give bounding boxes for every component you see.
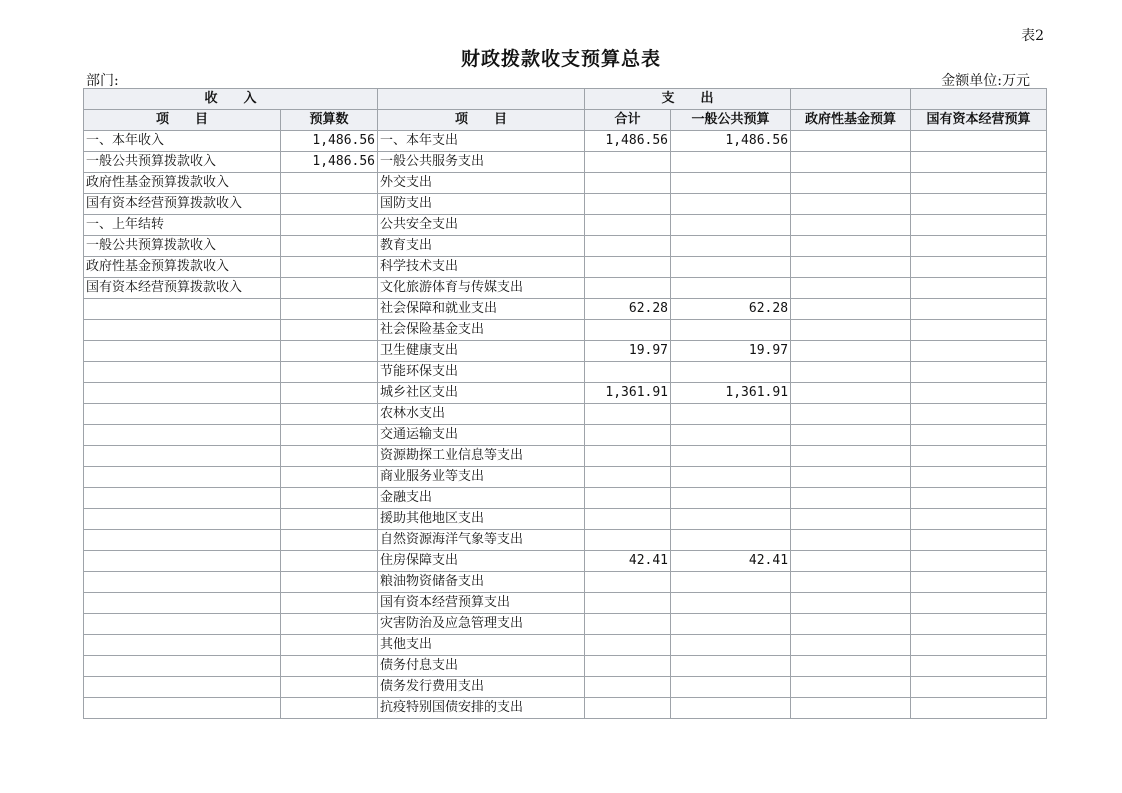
- expense-state-capital-cell: [911, 257, 1047, 278]
- expense-total-cell: 19.97: [585, 341, 671, 362]
- expense-gov-fund-cell: [791, 131, 911, 152]
- income-amount-cell: [281, 194, 378, 215]
- expense-gov-fund-cell: [791, 320, 911, 341]
- income-amount-cell: [281, 530, 378, 551]
- income-item-cell: [84, 320, 281, 341]
- expense-general-cell: [671, 698, 791, 719]
- expense-total-cell: [585, 467, 671, 488]
- expense-state-capital-cell: [911, 215, 1047, 236]
- expense-general-cell: [671, 446, 791, 467]
- table-row: [84, 194, 1047, 215]
- expense-total-cell: [585, 278, 671, 299]
- header-spacer: [378, 89, 585, 110]
- expense-general-cell: [671, 677, 791, 698]
- income-amount-cell: [281, 236, 378, 257]
- expense-general-cell: 1,486.56: [671, 131, 791, 152]
- income-item-cell: [84, 383, 281, 404]
- expense-total-cell: [585, 614, 671, 635]
- expense-state-capital-cell: [911, 656, 1047, 677]
- expense-total-cell: [585, 530, 671, 551]
- expense-gov-fund-cell: [791, 383, 911, 404]
- header-spacer: [911, 89, 1047, 110]
- expense-item-cell: 农林水支出: [378, 404, 585, 425]
- table-row: [84, 509, 1047, 530]
- expense-state-capital-cell: [911, 383, 1047, 404]
- income-item-cell: [84, 488, 281, 509]
- expense-item-cell: 资源勘探工业信息等支出: [378, 446, 585, 467]
- income-amount-cell: [281, 320, 378, 341]
- expense-gov-fund-header: 政府性基金预算: [791, 110, 911, 131]
- table-row: [84, 215, 1047, 236]
- expense-total-cell: 1,486.56: [585, 131, 671, 152]
- income-item-cell: [84, 467, 281, 488]
- expense-state-capital-header: 国有资本经营预算: [911, 110, 1047, 131]
- income-amount-cell: [281, 614, 378, 635]
- income-amount-cell: [281, 173, 378, 194]
- expense-item-cell: 外交支出: [378, 173, 585, 194]
- table-number: 表2: [1021, 28, 1044, 44]
- income-amount-cell: [281, 698, 378, 719]
- expense-total-header: 合计: [585, 110, 671, 131]
- income-item-cell: [84, 572, 281, 593]
- expense-item-cell: 粮油物资储备支出: [378, 572, 585, 593]
- expense-general-cell: [671, 173, 791, 194]
- expense-total-cell: [585, 236, 671, 257]
- expense-gov-fund-cell: [791, 257, 911, 278]
- income-item-cell: 一般公共预算拨款收入: [84, 236, 281, 257]
- expense-state-capital-cell: [911, 530, 1047, 551]
- expense-general-cell: [671, 257, 791, 278]
- expense-item-cell: 公共安全支出: [378, 215, 585, 236]
- expense-gov-fund-cell: [791, 530, 911, 551]
- expense-general-header: 一般公共预算: [671, 110, 791, 131]
- expense-state-capital-cell: [911, 173, 1047, 194]
- expense-general-cell: 42.41: [671, 551, 791, 572]
- expense-total-cell: [585, 152, 671, 173]
- income-amount-cell: [281, 509, 378, 530]
- expense-gov-fund-cell: [791, 572, 911, 593]
- expense-item-cell: 社会保险基金支出: [378, 320, 585, 341]
- table-row: [84, 467, 1047, 488]
- income-item-cell: 国有资本经营预算拨款收入: [84, 194, 281, 215]
- expense-state-capital-cell: [911, 425, 1047, 446]
- table-row: [84, 236, 1047, 257]
- expense-general-cell: [671, 320, 791, 341]
- expense-gov-fund-cell: [791, 656, 911, 677]
- table-row: [84, 299, 1047, 320]
- income-amount-cell: [281, 404, 378, 425]
- expense-gov-fund-cell: [791, 173, 911, 194]
- expense-total-cell: [585, 593, 671, 614]
- expense-general-cell: 62.28: [671, 299, 791, 320]
- expense-total-cell: [585, 425, 671, 446]
- expense-total-cell: [585, 509, 671, 530]
- expense-item-cell: 国防支出: [378, 194, 585, 215]
- income-amount-cell: [281, 551, 378, 572]
- expense-gov-fund-cell: [791, 194, 911, 215]
- amount-unit-label: 金额单位:万元: [941, 73, 1030, 89]
- expense-item-cell: 交通运输支出: [378, 425, 585, 446]
- expense-total-cell: [585, 362, 671, 383]
- expense-item-cell: 卫生健康支出: [378, 341, 585, 362]
- expense-item-cell: 金融支出: [378, 488, 585, 509]
- table-row: [84, 341, 1047, 362]
- income-group-header: 收 入: [84, 89, 378, 110]
- income-amount-cell: [281, 656, 378, 677]
- expense-state-capital-cell: [911, 572, 1047, 593]
- expense-total-cell: [585, 698, 671, 719]
- income-amount-cell: [281, 278, 378, 299]
- expense-item-cell: 社会保障和就业支出: [378, 299, 585, 320]
- expense-group-header: 支 出: [585, 89, 791, 110]
- expense-item-cell: 自然资源海洋气象等支出: [378, 530, 585, 551]
- income-item-cell: [84, 446, 281, 467]
- expense-item-cell: 节能环保支出: [378, 362, 585, 383]
- income-item-cell: [84, 425, 281, 446]
- expense-gov-fund-cell: [791, 278, 911, 299]
- expense-general-cell: 1,361.91: [671, 383, 791, 404]
- income-item-cell: 一、本年收入: [84, 131, 281, 152]
- income-item-cell: [84, 656, 281, 677]
- expense-total-cell: [585, 677, 671, 698]
- expense-item-cell: 文化旅游体育与传媒支出: [378, 278, 585, 299]
- expense-state-capital-cell: [911, 509, 1047, 530]
- income-item-cell: [84, 530, 281, 551]
- income-item-cell: [84, 551, 281, 572]
- income-amount-cell: [281, 299, 378, 320]
- income-item-cell: [84, 635, 281, 656]
- income-amount-cell: [281, 215, 378, 236]
- expense-state-capital-cell: [911, 194, 1047, 215]
- expense-item-cell: 住房保障支出: [378, 551, 585, 572]
- expense-state-capital-cell: [911, 320, 1047, 341]
- table-row: [84, 677, 1047, 698]
- expense-general-cell: [671, 215, 791, 236]
- expense-state-capital-cell: [911, 404, 1047, 425]
- income-item-cell: 政府性基金预算拨款收入: [84, 173, 281, 194]
- expense-total-cell: 1,361.91: [585, 383, 671, 404]
- table-row: [84, 320, 1047, 341]
- income-item-cell: 国有资本经营预算拨款收入: [84, 278, 281, 299]
- expense-total-cell: [585, 488, 671, 509]
- table-row: [84, 425, 1047, 446]
- expense-general-cell: 19.97: [671, 341, 791, 362]
- expense-state-capital-cell: [911, 467, 1047, 488]
- income-item-cell: [84, 677, 281, 698]
- expense-item-cell: 抗疫特别国债安排的支出: [378, 698, 585, 719]
- table-row: [84, 383, 1047, 404]
- income-amount-cell: [281, 257, 378, 278]
- expense-general-cell: [671, 530, 791, 551]
- expense-general-cell: [671, 194, 791, 215]
- income-item-cell: [84, 614, 281, 635]
- expense-state-capital-cell: [911, 593, 1047, 614]
- income-item-cell: 一般公共预算拨款收入: [84, 152, 281, 173]
- expense-total-cell: [585, 173, 671, 194]
- expense-item-cell: 科学技术支出: [378, 257, 585, 278]
- income-item-cell: 政府性基金预算拨款收入: [84, 257, 281, 278]
- expense-item-cell: 城乡社区支出: [378, 383, 585, 404]
- expense-total-cell: [585, 215, 671, 236]
- expense-general-cell: [671, 404, 791, 425]
- table-row: [84, 446, 1047, 467]
- income-amount-cell: [281, 467, 378, 488]
- table-row: [84, 257, 1047, 278]
- budget-summary-table: [83, 88, 1047, 719]
- expense-general-cell: [671, 467, 791, 488]
- expense-gov-fund-cell: [791, 614, 911, 635]
- expense-general-cell: [671, 635, 791, 656]
- table-row: [84, 698, 1047, 719]
- income-amount-cell: [281, 425, 378, 446]
- expense-total-cell: [585, 320, 671, 341]
- expense-item-cell: 援助其他地区支出: [378, 509, 585, 530]
- expense-item-cell: 债务发行费用支出: [378, 677, 585, 698]
- page-title: 财政拨款收支预算总表: [460, 48, 661, 70]
- expense-item-cell: 国有资本经营预算支出: [378, 593, 585, 614]
- expense-general-cell: [671, 656, 791, 677]
- expense-state-capital-cell: [911, 131, 1047, 152]
- expense-state-capital-cell: [911, 299, 1047, 320]
- table-row: [84, 551, 1047, 572]
- income-item-cell: 一、上年结转: [84, 215, 281, 236]
- income-amount-cell: [281, 635, 378, 656]
- income-amount-cell: 1,486.56: [281, 152, 378, 173]
- income-amount-cell: [281, 446, 378, 467]
- table-row: [84, 656, 1047, 677]
- expense-total-cell: [585, 635, 671, 656]
- expense-item-cell: 商业服务业等支出: [378, 467, 585, 488]
- expense-gov-fund-cell: [791, 635, 911, 656]
- expense-general-cell: [671, 488, 791, 509]
- income-item-cell: [84, 698, 281, 719]
- income-item-cell: [84, 404, 281, 425]
- expense-state-capital-cell: [911, 236, 1047, 257]
- expense-total-cell: [585, 572, 671, 593]
- expense-state-capital-cell: [911, 362, 1047, 383]
- expense-gov-fund-cell: [791, 215, 911, 236]
- expense-gov-fund-cell: [791, 446, 911, 467]
- table-row: [84, 131, 1047, 152]
- expense-gov-fund-cell: [791, 362, 911, 383]
- expense-state-capital-cell: [911, 446, 1047, 467]
- expense-gov-fund-cell: [791, 404, 911, 425]
- expense-gov-fund-cell: [791, 425, 911, 446]
- table-row: [84, 635, 1047, 656]
- expense-state-capital-cell: [911, 341, 1047, 362]
- income-item-cell: [84, 341, 281, 362]
- expense-general-cell: [671, 236, 791, 257]
- table-row: [84, 572, 1047, 593]
- expense-general-cell: [671, 572, 791, 593]
- expense-item-cell: 一、本年支出: [378, 131, 585, 152]
- expense-gov-fund-cell: [791, 236, 911, 257]
- income-amount-cell: [281, 362, 378, 383]
- expense-gov-fund-cell: [791, 509, 911, 530]
- table-row: [84, 173, 1047, 194]
- expense-state-capital-cell: [911, 677, 1047, 698]
- income-amount-cell: [281, 341, 378, 362]
- expense-total-cell: [585, 194, 671, 215]
- income-item-cell: [84, 593, 281, 614]
- income-item-cell: [84, 299, 281, 320]
- income-item-cell: [84, 362, 281, 383]
- expense-item-cell: 债务付息支出: [378, 656, 585, 677]
- income-amount-header: 预算数: [281, 110, 378, 131]
- expense-total-cell: 62.28: [585, 299, 671, 320]
- income-amount-cell: [281, 383, 378, 404]
- income-item-header: 项 目: [84, 110, 281, 131]
- expense-general-cell: [671, 509, 791, 530]
- expense-gov-fund-cell: [791, 299, 911, 320]
- department-label: 部门:: [86, 73, 119, 89]
- expense-state-capital-cell: [911, 551, 1047, 572]
- income-amount-cell: 1,486.56: [281, 131, 378, 152]
- expense-total-cell: [585, 404, 671, 425]
- expense-item-cell: 教育支出: [378, 236, 585, 257]
- expense-gov-fund-cell: [791, 152, 911, 173]
- table-row: [84, 614, 1047, 635]
- table-row: [84, 152, 1047, 173]
- expense-state-capital-cell: [911, 488, 1047, 509]
- expense-state-capital-cell: [911, 635, 1047, 656]
- header-spacer: [791, 89, 911, 110]
- expense-gov-fund-cell: [791, 551, 911, 572]
- expense-item-cell: 灾害防治及应急管理支出: [378, 614, 585, 635]
- expense-general-cell: [671, 593, 791, 614]
- income-amount-cell: [281, 593, 378, 614]
- expense-total-cell: [585, 257, 671, 278]
- income-item-cell: [84, 509, 281, 530]
- expense-general-cell: [671, 362, 791, 383]
- income-amount-cell: [281, 572, 378, 593]
- expense-gov-fund-cell: [791, 698, 911, 719]
- table-row: [84, 404, 1047, 425]
- table-row: [84, 530, 1047, 551]
- expense-item-cell: 其他支出: [378, 635, 585, 656]
- expense-gov-fund-cell: [791, 488, 911, 509]
- table-row: [84, 278, 1047, 299]
- expense-gov-fund-cell: [791, 677, 911, 698]
- expense-total-cell: 42.41: [585, 551, 671, 572]
- expense-state-capital-cell: [911, 278, 1047, 299]
- expense-total-cell: [585, 446, 671, 467]
- expense-gov-fund-cell: [791, 467, 911, 488]
- table-row: [84, 593, 1047, 614]
- expense-gov-fund-cell: [791, 341, 911, 362]
- expense-general-cell: [671, 152, 791, 173]
- expense-state-capital-cell: [911, 614, 1047, 635]
- expense-state-capital-cell: [911, 698, 1047, 719]
- expense-general-cell: [671, 425, 791, 446]
- expense-gov-fund-cell: [791, 593, 911, 614]
- table-row: [84, 362, 1047, 383]
- header-column-row: [84, 110, 1047, 131]
- expense-general-cell: [671, 614, 791, 635]
- expense-total-cell: [585, 656, 671, 677]
- expense-item-header: 项 目: [378, 110, 585, 131]
- income-amount-cell: [281, 488, 378, 509]
- table-row: [84, 488, 1047, 509]
- header-group-row: [84, 89, 1047, 110]
- income-amount-cell: [281, 677, 378, 698]
- expense-state-capital-cell: [911, 152, 1047, 173]
- expense-general-cell: [671, 278, 791, 299]
- expense-item-cell: 一般公共服务支出: [378, 152, 585, 173]
